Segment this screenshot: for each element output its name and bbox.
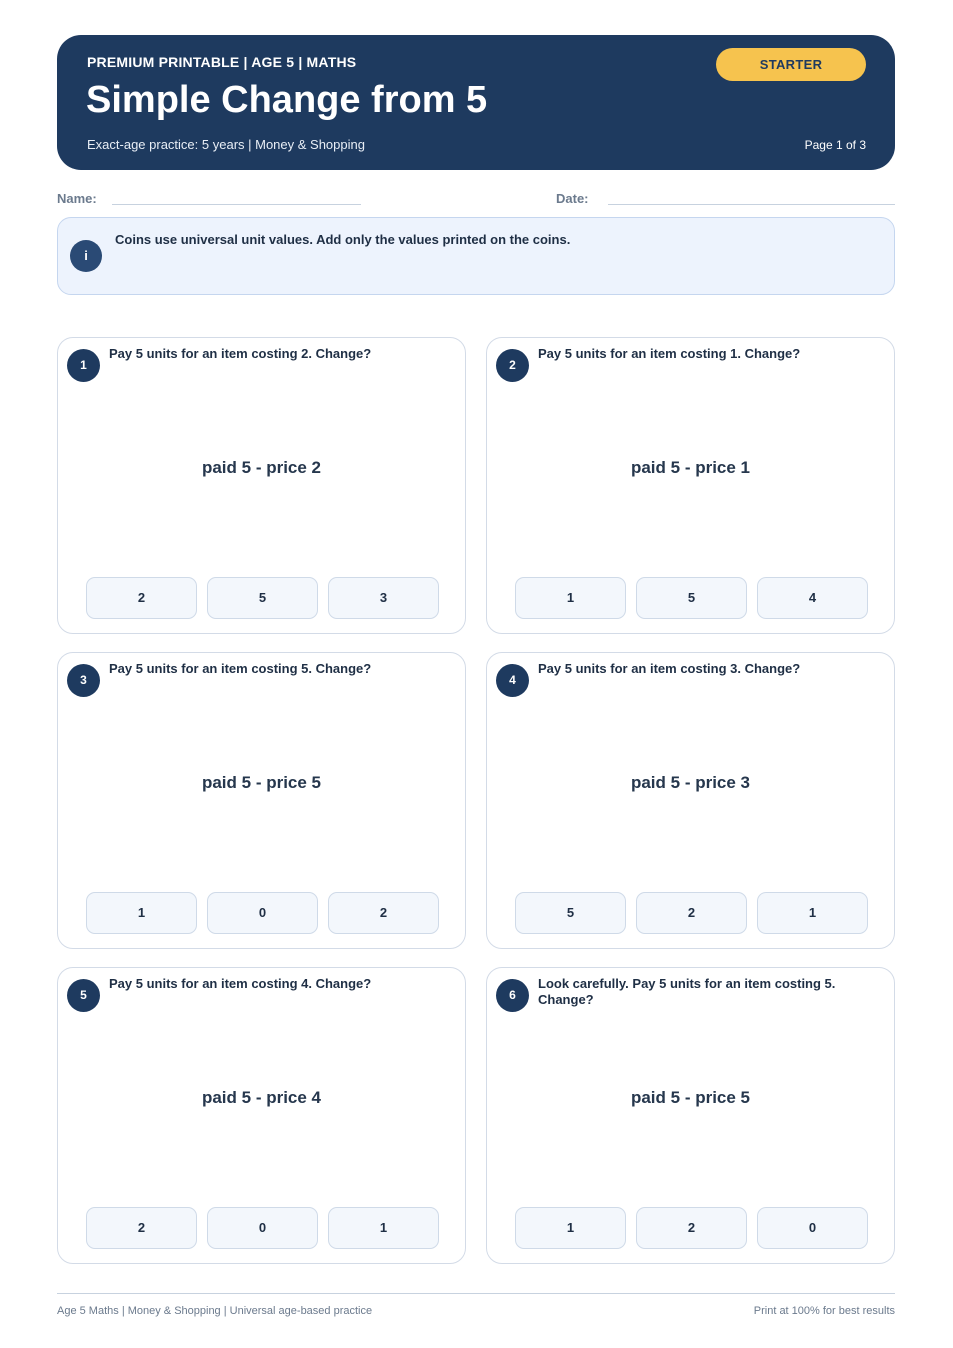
answer-option[interactable]: 1: [757, 892, 868, 934]
question-card: [57, 967, 466, 1264]
question-card: [486, 337, 895, 634]
question-number: 6: [496, 979, 529, 1012]
question-prompt: Pay 5 units for an item costing 3. Change?: [538, 661, 801, 676]
footer-right-text: Print at 100% for best results: [753, 1305, 895, 1317]
answer-option[interactable]: 3: [328, 577, 439, 619]
question-expression: paid 5 - price 5: [630, 1088, 751, 1107]
answer-option[interactable]: 1: [515, 1207, 626, 1249]
answer-option[interactable]: 2: [86, 1207, 197, 1249]
question-expression: paid 5 - price 4: [201, 1088, 322, 1107]
question-prompt: Pay 5 units for an item costing 2. Change?: [109, 346, 372, 361]
question-number: 2: [496, 349, 529, 382]
answer-option[interactable]: 1: [86, 892, 197, 934]
question-card: [57, 652, 466, 949]
question-prompt: Pay 5 units for an item costing 4. Change?: [109, 976, 372, 991]
date-field[interactable]: [608, 204, 895, 205]
question-card: [57, 337, 466, 634]
name-label: Name:: [57, 191, 97, 206]
level-badge: STARTER: [716, 48, 866, 81]
answer-option[interactable]: 1: [515, 577, 626, 619]
answer-option[interactable]: 2: [86, 577, 197, 619]
date-label: Date:: [556, 191, 589, 206]
footer-divider: [57, 1293, 895, 1294]
answer-option[interactable]: 2: [636, 1207, 747, 1249]
question-expression: paid 5 - price 2: [201, 458, 322, 477]
header-subtitle: Exact-age practice: 5 years | Money & Shopping: [87, 137, 365, 152]
question-prompt: Pay 5 units for an item costing 1. Change?: [538, 346, 801, 361]
answer-option[interactable]: 2: [636, 892, 747, 934]
header-eyebrow: PREMIUM PRINTABLE | AGE 5 | MATHS: [87, 54, 357, 70]
info-callout: [57, 217, 895, 295]
question-expression: paid 5 - price 1: [630, 458, 751, 477]
answer-option[interactable]: 0: [207, 892, 318, 934]
question-number: 3: [67, 664, 100, 697]
question-number: 1: [67, 349, 100, 382]
answer-option[interactable]: 0: [207, 1207, 318, 1249]
question-prompt: Pay 5 units for an item costing 5. Change?: [109, 661, 372, 676]
info-text: Coins use universal unit values. Add only the values printed on the coins.: [115, 232, 571, 247]
question-number: 4: [496, 664, 529, 697]
question-card: [486, 967, 895, 1264]
answer-option[interactable]: 5: [515, 892, 626, 934]
answer-option[interactable]: 5: [207, 577, 318, 619]
info-icon: i: [70, 240, 102, 272]
name-field[interactable]: [112, 204, 361, 205]
footer-left-text: Age 5 Maths | Money & Shopping | Universal age-based practice: [57, 1305, 373, 1317]
answer-option[interactable]: 2: [328, 892, 439, 934]
question-number: 5: [67, 979, 100, 1012]
answer-option[interactable]: 5: [636, 577, 747, 619]
answer-option[interactable]: 4: [757, 577, 868, 619]
answer-option[interactable]: 0: [757, 1207, 868, 1249]
page-title: Simple Change from 5: [86, 79, 488, 121]
answer-option[interactable]: 1: [328, 1207, 439, 1249]
question-expression: paid 5 - price 5: [201, 773, 322, 792]
page-number: Page 1 of 3: [804, 138, 866, 152]
question-prompt: Look carefully. Pay 5 units for an item costing 5. Change?: [538, 976, 836, 1007]
worksheet-header: [57, 35, 895, 170]
question-expression: paid 5 - price 3: [630, 773, 751, 792]
question-card: [486, 652, 895, 949]
